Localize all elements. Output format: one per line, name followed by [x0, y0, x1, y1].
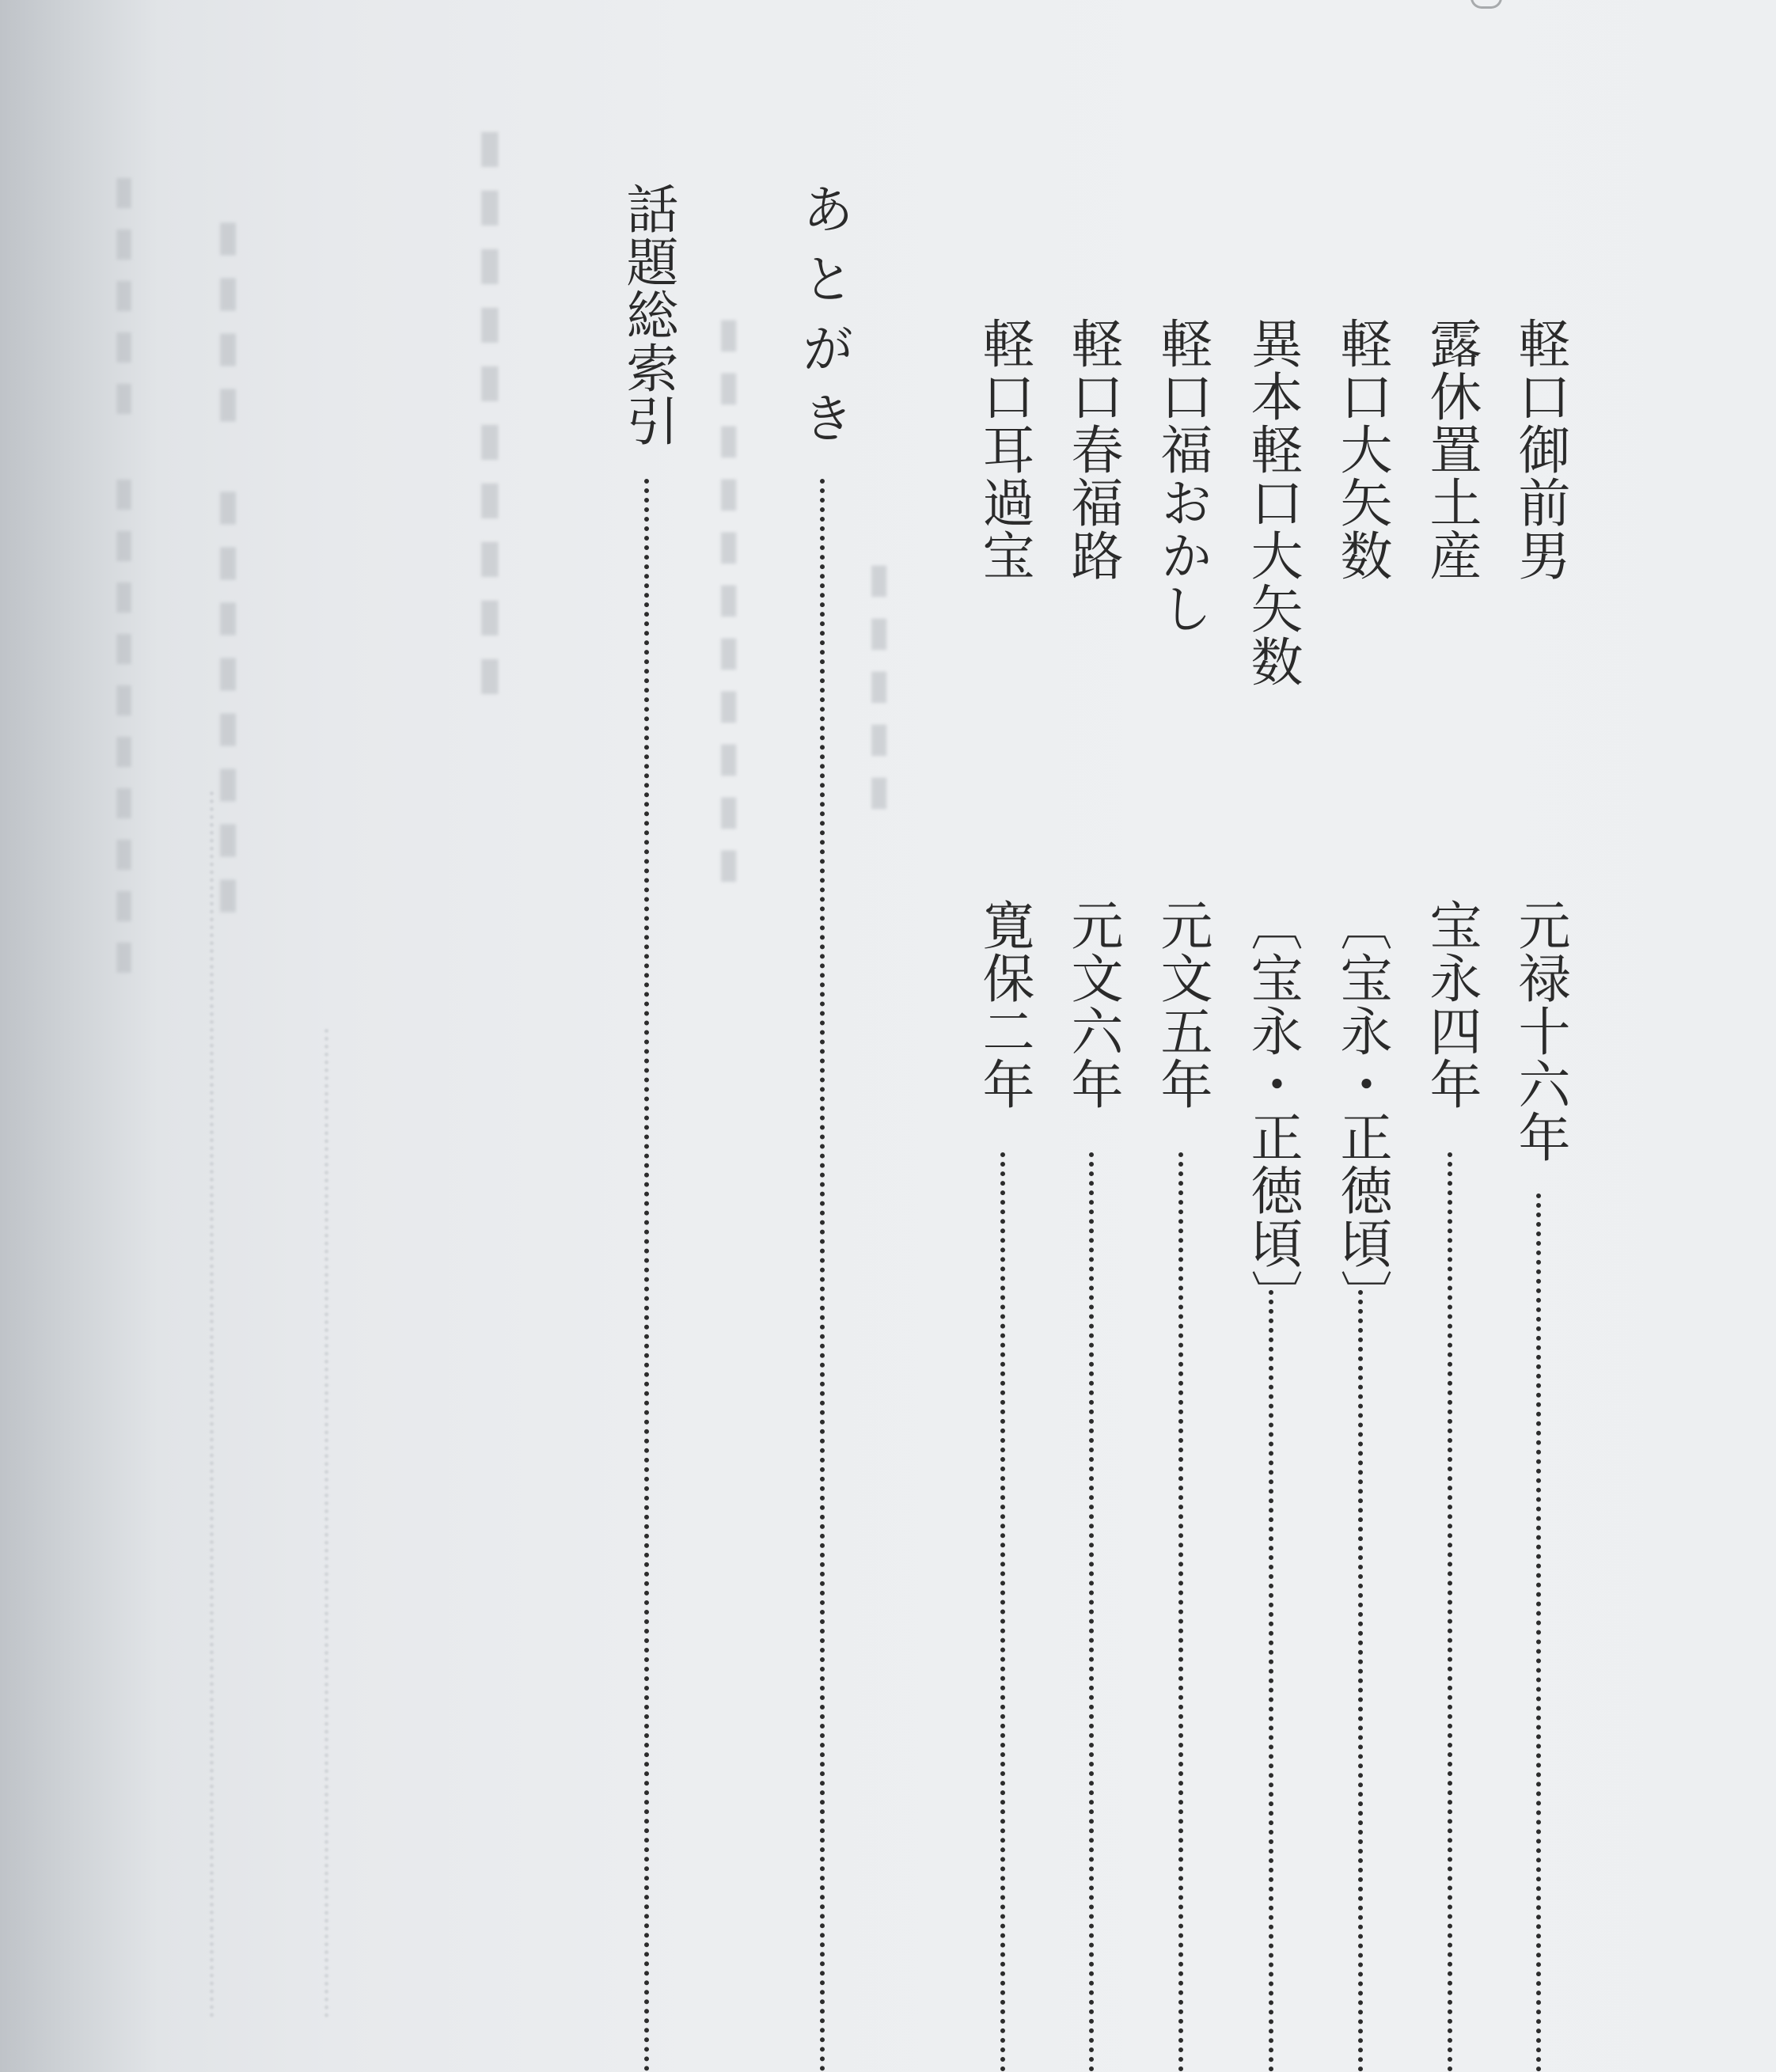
toc-title: 軽口御前男	[1509, 317, 1570, 582]
leader-dots	[1089, 1152, 1094, 2072]
bleed-through-text: ▮▮▮▮▮	[855, 554, 903, 819]
toc-title: 異本軽口大矢数	[1242, 317, 1303, 688]
toc-era: 元文六年	[1062, 898, 1123, 1110]
toc-entry-afterword	[791, 182, 855, 2072]
leader-dots	[1000, 1152, 1005, 2072]
leader-dots	[1358, 1290, 1363, 2072]
leader-dots	[1178, 1152, 1183, 2072]
bleed-through-text: ▮▮▮▮▮ ▮▮▮▮▮▮▮▮▮▮	[101, 166, 147, 982]
bleed-through-leader	[324, 1029, 328, 2018]
toc-entry	[1061, 317, 1124, 2072]
toc-entry-index	[616, 182, 679, 2072]
leader-dots	[644, 479, 649, 2072]
toc-era: 〔宝永・正徳頃〕	[1331, 898, 1392, 1323]
toc-title: 話題総索引	[617, 182, 678, 447]
toc-title: 軽口春福路	[1062, 317, 1123, 582]
toc-entry	[972, 317, 1035, 2072]
toc-entry	[1508, 317, 1571, 2072]
toc-era: 元禄十六年	[1509, 898, 1570, 1163]
toc-era: 〔宝永・正徳頃〕	[1242, 898, 1303, 1323]
toc-era: 宝永四年	[1421, 898, 1482, 1110]
toc-era: 元文五年	[1152, 898, 1212, 1110]
toc-title: 軽口大矢数	[1331, 317, 1392, 582]
bleed-through-text: ▮▮▮▮ ▮▮▮▮▮▮▮▮	[203, 210, 253, 922]
toc-era: 寛保二年	[973, 898, 1034, 1110]
toc-title: あとがき	[793, 182, 854, 461]
leader-dots	[1269, 1290, 1273, 2072]
page-number-mark	[1471, 0, 1502, 9]
bleed-through-leader	[210, 791, 214, 2018]
toc-entry	[1150, 317, 1213, 2072]
toc-title: 露休置土産	[1421, 317, 1482, 582]
bleed-through-text: ▮▮▮▮▮▮▮▮▮▮	[463, 119, 517, 704]
leader-dots	[820, 479, 825, 2072]
toc-title: 軽口耳過宝	[973, 317, 1034, 582]
leader-dots	[1536, 1193, 1541, 2072]
toc-entry	[1240, 317, 1304, 2072]
leader-dots	[1448, 1152, 1452, 2072]
bleed-through-text: ▮▮▮▮▮▮▮▮▮▮▮	[704, 309, 753, 892]
toc-entry	[1419, 317, 1482, 2072]
toc-entry	[1330, 317, 1393, 2072]
toc-title: 軽口福おかし	[1152, 317, 1212, 635]
